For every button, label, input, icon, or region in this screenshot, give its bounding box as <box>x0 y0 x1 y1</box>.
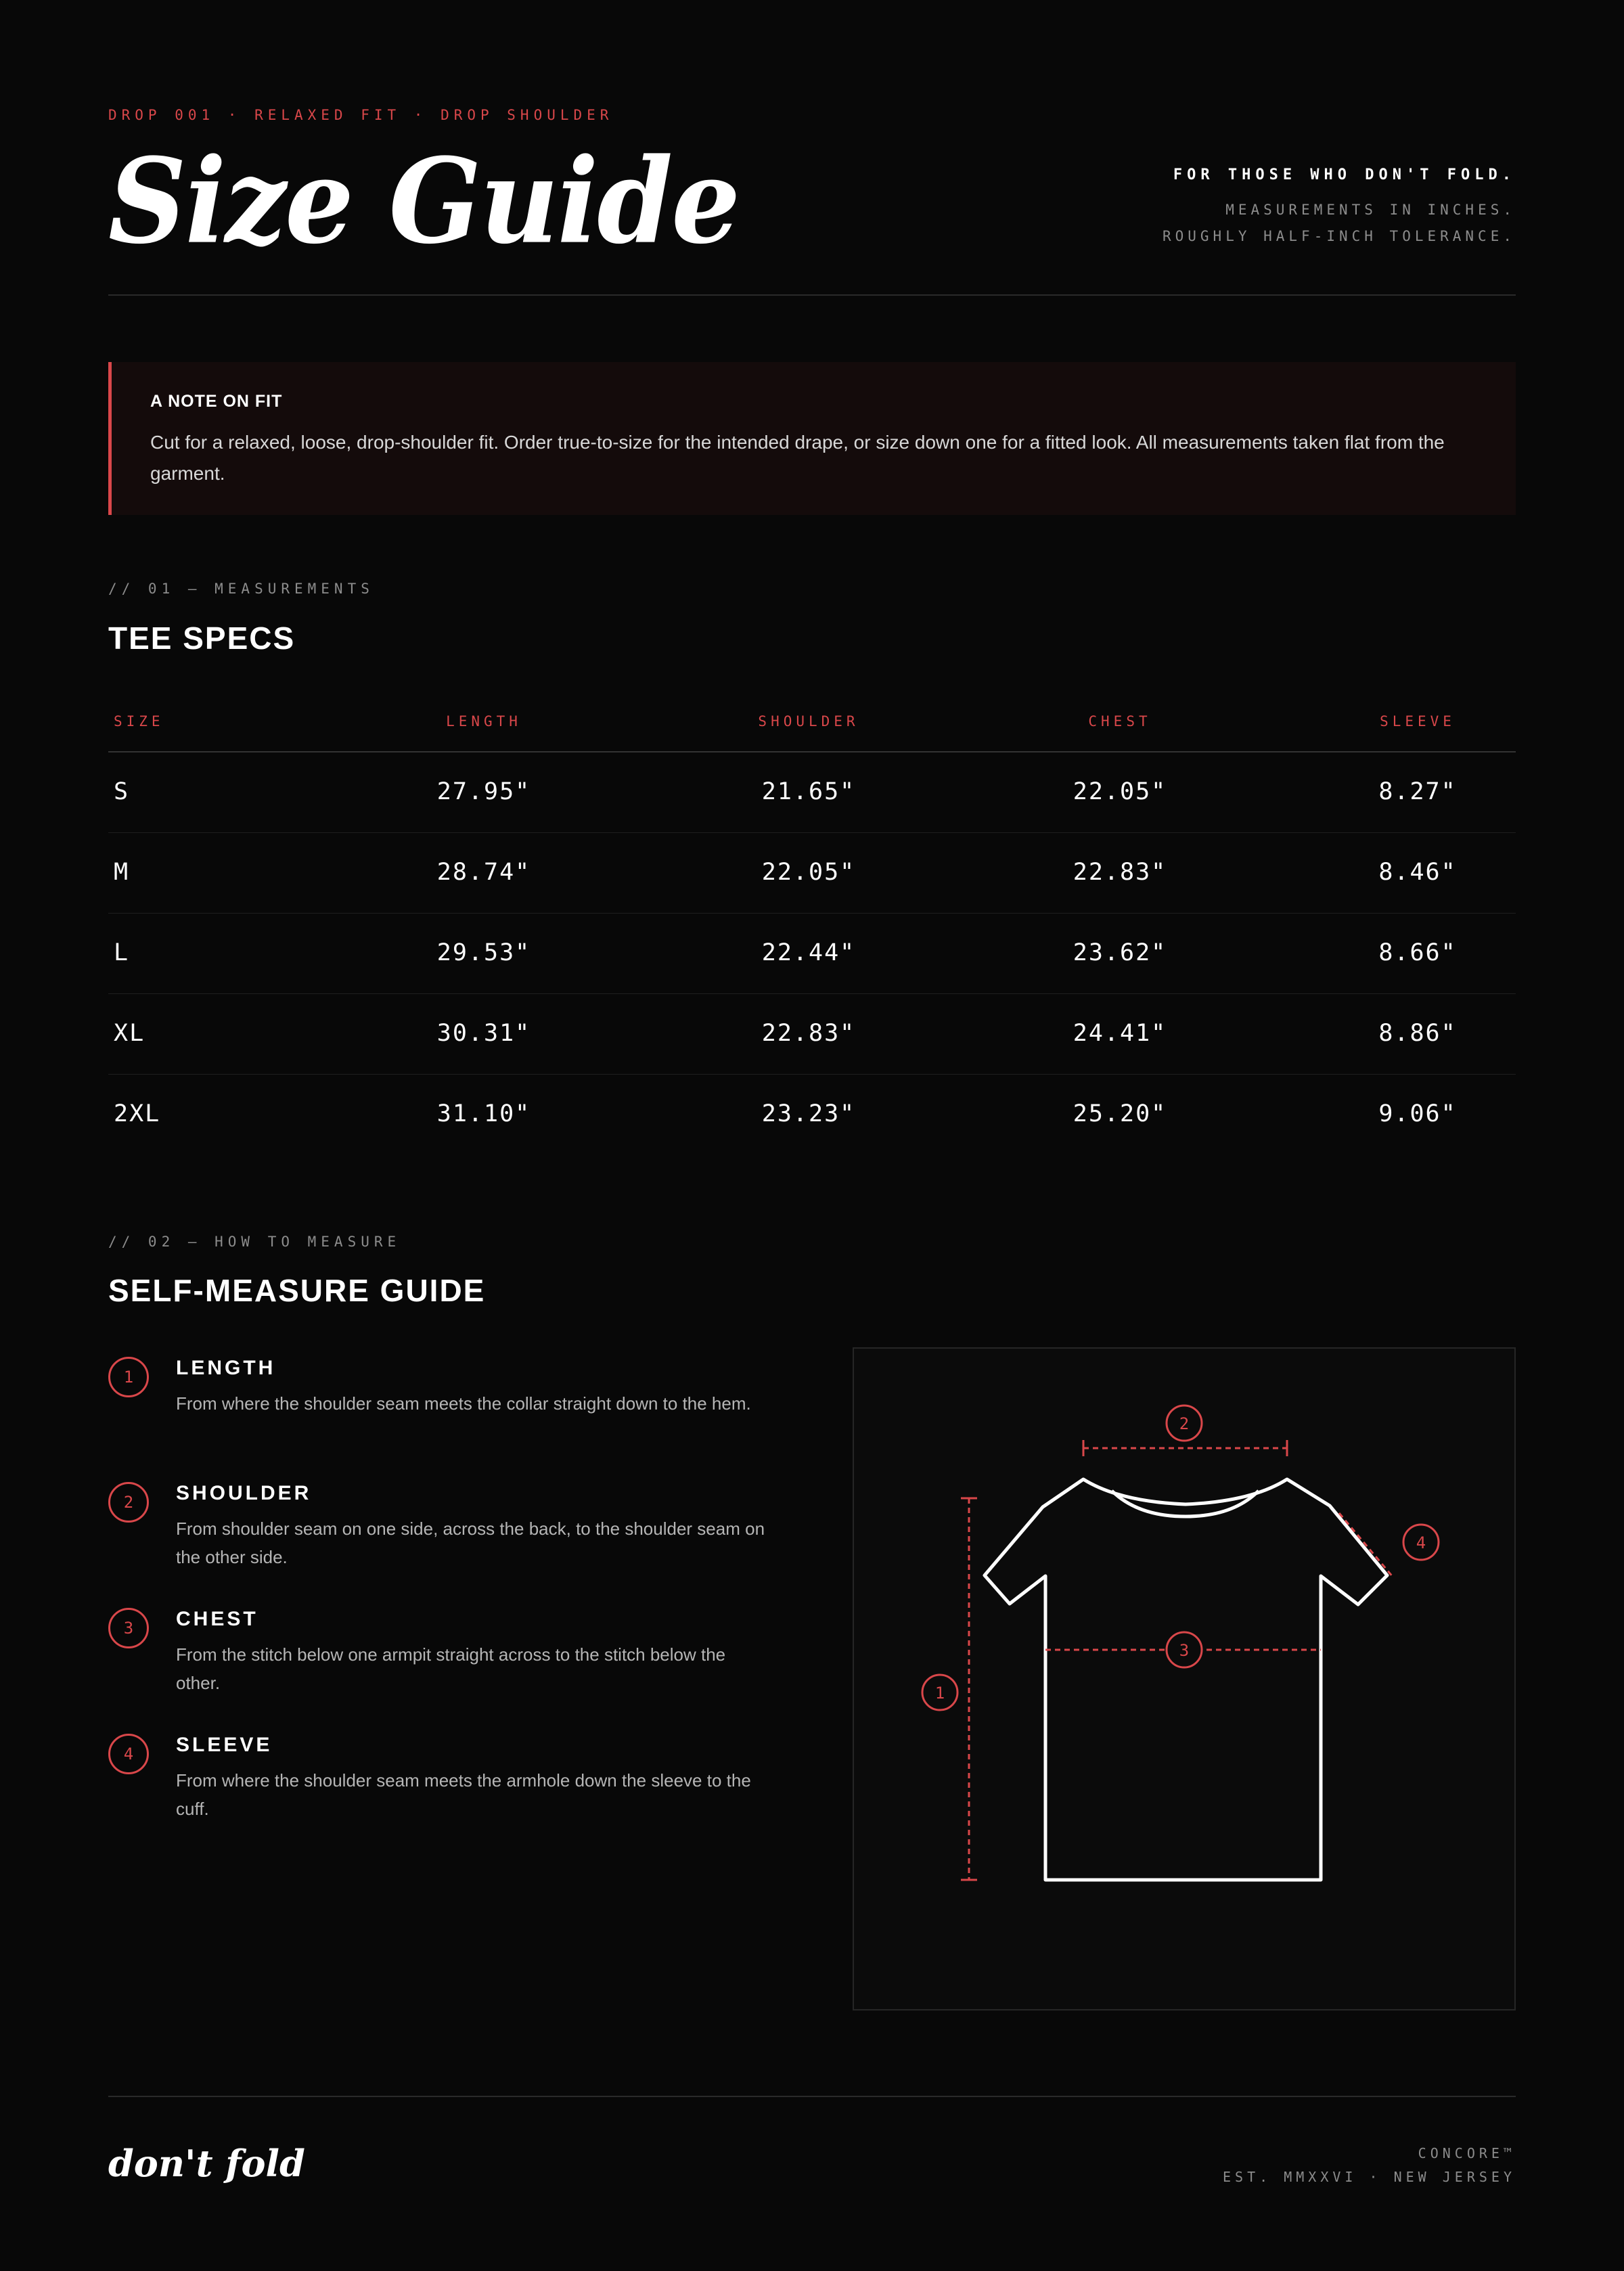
units-note: MEASUREMENTS IN INCHES. <box>1225 202 1516 218</box>
cell-sleeve: 8.46" <box>1378 859 1457 886</box>
cell-chest: 25.20" <box>1073 1100 1167 1127</box>
how-to-measure-kicker: // 02 — HOW TO MEASURE <box>108 1234 401 1250</box>
marker-1-label: 1 <box>934 1684 945 1703</box>
cell-length: 29.53" <box>436 939 531 966</box>
cell-shoulder: 22.05" <box>761 859 856 886</box>
cell-sleeve: 9.06" <box>1378 1100 1457 1127</box>
step-description: From where the shoulder seam meets the armhole down the sleeve to the cuff. <box>176 1770 751 1819</box>
cell-shoulder: 22.44" <box>761 939 856 966</box>
column-header-length: LENGTH <box>446 713 522 729</box>
cell-size: M <box>114 859 130 886</box>
column-header-shoulder: SHOULDER <box>758 713 859 729</box>
cell-chest: 23.62" <box>1073 939 1167 966</box>
drop-eyebrow: DROP 001 · RELAXED FIT · DROP SHOULDER <box>108 107 614 123</box>
cell-length: 28.74" <box>436 859 531 886</box>
step-title: LENGTH <box>176 1357 276 1379</box>
table-header <box>108 704 1516 752</box>
page-title: Size Guide <box>108 132 740 270</box>
cell-length: 30.31" <box>436 1020 531 1047</box>
cell-shoulder: 23.23" <box>761 1100 856 1127</box>
table-row <box>108 833 1516 914</box>
header-divider <box>108 294 1516 296</box>
tshirt-body <box>985 1479 1387 1880</box>
table-row <box>108 1075 1516 1154</box>
size-table <box>108 704 1516 1154</box>
footer-brand: CONCORE™ <box>1418 2145 1516 2161</box>
cell-chest: 22.05" <box>1073 778 1167 805</box>
step-number-badge: 3 <box>108 1608 149 1648</box>
step-title: SHOULDER <box>176 1482 312 1504</box>
cell-sleeve: 8.27" <box>1378 778 1457 805</box>
cell-length: 31.10" <box>436 1100 531 1127</box>
cell-chest: 22.83" <box>1073 859 1167 886</box>
table-row <box>108 994 1516 1075</box>
step-description: From where the shoulder seam meets the collar straight down to the hem. <box>176 1393 751 1414</box>
tagline: FOR THOSE WHO DON'T FOLD. <box>1173 166 1516 183</box>
footer-logo: don't fold <box>108 2142 305 2185</box>
cell-length: 27.95" <box>436 778 531 805</box>
step-description: From shoulder seam on one side, across the back, to the shoulder seam on the other side. <box>176 1519 765 1567</box>
cell-size: XL <box>114 1020 145 1047</box>
marker-4-label: 4 <box>1416 1533 1426 1552</box>
size-guide-page <box>108 0 1516 2271</box>
tshirt-outline-icon <box>854 1349 1514 2009</box>
cell-size: L <box>114 939 130 966</box>
fit-note-callout <box>108 362 1516 515</box>
step-number-badge: 2 <box>108 1482 149 1523</box>
marker-3-label: 3 <box>1179 1641 1190 1660</box>
marker-2-label: 2 <box>1179 1414 1190 1433</box>
footer-established: EST. MMXXVI · NEW JERSEY <box>1223 2169 1516 2185</box>
table-row <box>108 914 1516 994</box>
fit-note-body: Cut for a relaxed, loose, drop-shoulder fit. Order true-to-size for the intended drape, or size down one for a fitted look. All measurements taken flat from the garment. <box>150 432 1445 484</box>
measurements-kicker: // 01 — MEASUREMENTS <box>108 581 374 597</box>
cell-shoulder: 21.65" <box>761 778 856 805</box>
footer-divider <box>108 2096 1516 2097</box>
step-number-badge: 1 <box>108 1357 149 1397</box>
cell-size: S <box>114 778 130 805</box>
table-row <box>108 752 1516 833</box>
step-title: SLEEVE <box>176 1734 273 1756</box>
cell-size: 2XL <box>114 1100 161 1127</box>
cell-chest: 24.41" <box>1073 1020 1167 1047</box>
sleeve-guide-line <box>1339 1513 1393 1577</box>
step-title: CHEST <box>176 1608 258 1630</box>
step-description: From the stitch below one armpit straight across to the stitch below the other. <box>176 1644 726 1693</box>
fit-note-label: A NOTE ON FIT <box>150 392 283 411</box>
tolerance-note: ROUGHLY HALF-INCH TOLERANCE. <box>1162 228 1516 244</box>
cell-shoulder: 22.83" <box>761 1020 856 1047</box>
cell-sleeve: 8.66" <box>1378 939 1457 966</box>
tee-specs-title: TEE SPECS <box>108 621 296 656</box>
tee-measure-diagram <box>853 1347 1516 2010</box>
cell-sleeve: 8.86" <box>1378 1020 1457 1047</box>
step-number-badge: 4 <box>108 1734 149 1774</box>
column-header-size: SIZE <box>114 713 164 729</box>
column-header-chest: CHEST <box>1088 713 1152 729</box>
self-measure-title: SELF-MEASURE GUIDE <box>108 1273 486 1308</box>
column-header-sleeve: SLEEVE <box>1380 713 1456 729</box>
